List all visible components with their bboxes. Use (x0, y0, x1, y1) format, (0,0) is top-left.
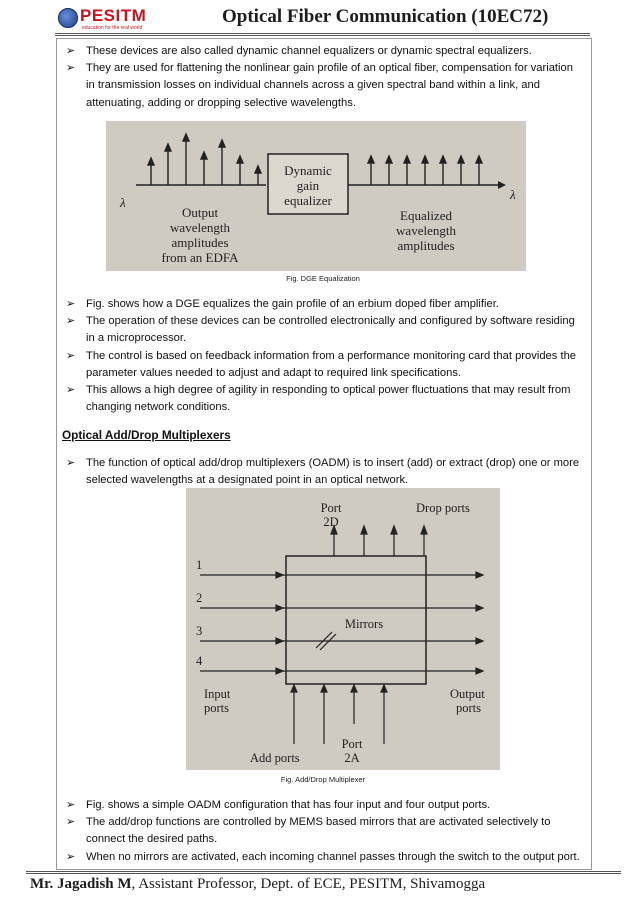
footer-divider (26, 871, 621, 874)
page-title: Optical Fiber Communication (10EC72) (222, 6, 549, 27)
dge-figure (106, 121, 526, 271)
port-2d-label-2: 2D (323, 515, 339, 529)
drop-ports-label: Drop ports (416, 501, 470, 515)
left-caption-3: amplitudes (171, 235, 229, 250)
arrow-bullet-icon: ➢ (66, 315, 76, 328)
arrow-bullet-icon: ➢ (66, 45, 76, 57)
bullet-text: This allows a high degree of agility in responding to optical power fluctuations that may result from changing network conditions. (86, 384, 571, 414)
port-2a-label-2: 2A (344, 751, 360, 765)
output-ports-label-2: ports (456, 701, 481, 715)
bullet-item (62, 797, 582, 814)
page-footer (30, 876, 485, 893)
oadm-figure (186, 488, 500, 770)
row-label-1: 1 (196, 558, 203, 572)
footer-author-name: Mr. Jagadish M (30, 876, 132, 892)
arrow-bullet-icon: ➢ (66, 850, 76, 863)
row-label-4: 4 (196, 654, 203, 668)
box-label-2: gain (296, 178, 320, 193)
section-heading: Optical Add/Drop Multiplexers (62, 428, 231, 442)
dge-description-section (62, 296, 582, 416)
arrow-bullet-icon: ➢ (66, 799, 76, 811)
page-header (0, 0, 638, 36)
mirrors-label: Mirrors (344, 617, 384, 631)
add-ports-label: Add ports (250, 751, 300, 765)
right-caption-3: amplitudes (397, 238, 455, 253)
arrow-bullet-icon: ➢ (66, 298, 76, 310)
row-label-3: 3 (196, 624, 203, 638)
bullet-item (62, 455, 582, 489)
bullet-text: The add/drop functions are controlled by MEMS based mirrors that are activated selectively to connect the desired paths. (86, 816, 551, 846)
header-divider (55, 33, 590, 36)
bullet-item (62, 849, 582, 866)
intro-section (62, 43, 582, 112)
bullet-item (62, 382, 582, 416)
dge-diagram (106, 121, 526, 271)
box-label-1: Dynamic (284, 163, 332, 178)
input-ports-label-2: ports (204, 701, 229, 715)
bullet-item (62, 814, 582, 848)
input-ports-label-1: Input (204, 687, 231, 701)
port-2a-label-1: Port (341, 737, 363, 751)
arrow-bullet-icon: ➢ (66, 62, 76, 75)
arrow-bullet-icon: ➢ (66, 457, 76, 469)
logo-tagline: education for the real world (82, 25, 143, 31)
row-label-2: 2 (196, 591, 203, 605)
output-ports-label-1: Output (450, 687, 485, 701)
footer-author-details: , Assistant Professor, Dept. of ECE, PESITM, Shivamogga (131, 876, 486, 892)
right-caption-1: Equalized (400, 208, 452, 223)
bullet-text: They are used for flattening the nonlinear gain profile of an optical fiber, compensation for variation in transmission losses on individual channels across a given spectral band within a link, and attenuating, adding or dropping selective wavelengths. (86, 62, 573, 109)
logo-emblem-icon (58, 8, 78, 28)
bullet-text: Fig. shows a simple OADM configuration that has four input and four output ports. (86, 799, 491, 811)
dge-figure-caption: Fig. DGE Equalization (286, 274, 360, 283)
bullet-item (62, 43, 582, 60)
bullet-text: Fig. shows how a DGE equalizes the gain profile of an erbium doped fiber amplifier. (86, 298, 499, 310)
bullet-text: When no mirrors are activated, each incoming channel passes through the switch to the output port. (86, 850, 580, 863)
bullet-text: The control is based on feedback information from a performance monitoring card that provides the parameter values needed to adjust and adapt to required link specifications. (86, 349, 577, 379)
left-caption-2: wavelength (170, 220, 230, 235)
arrow-bullet-icon: ➢ (66, 349, 76, 362)
bullet-item (62, 348, 582, 382)
oadm-intro-section (62, 455, 582, 489)
port-2d-label-1: Port (320, 501, 342, 515)
arrow-bullet-icon: ➢ (66, 816, 76, 829)
bullet-item (62, 313, 582, 347)
arrow-bullet-icon: ➢ (66, 384, 76, 397)
bullet-text: The function of optical add/drop multiplexers (OADM) is to insert (add) or extract (drop) one or more selected wavelengths at a designated point in an optical network. (86, 457, 580, 487)
bullet-text: These devices are also called dynamic channel equalizers or dynamic spectral equalizers. (86, 45, 532, 57)
logo-text: PESITM (80, 6, 147, 25)
bullet-item (62, 296, 582, 313)
oadm-diagram (186, 488, 500, 770)
left-caption-4: from an EDFA (161, 250, 239, 265)
left-lambda-label: λ (120, 195, 126, 210)
bullet-text: The operation of these devices can be controlled electronically and configured by software residing in a microprocessor. (86, 315, 575, 345)
left-caption-1: Output (181, 205, 219, 220)
right-lambda-label: λ (510, 187, 516, 202)
oadm-description-section (62, 797, 582, 866)
bullet-item (62, 60, 582, 112)
pesitm-logo (58, 6, 148, 32)
oadm-figure-caption: Fig. Add/Drop Multiplexer (280, 775, 366, 784)
box-label-3: equalizer (284, 193, 332, 208)
right-caption-2: wavelength (396, 223, 456, 238)
